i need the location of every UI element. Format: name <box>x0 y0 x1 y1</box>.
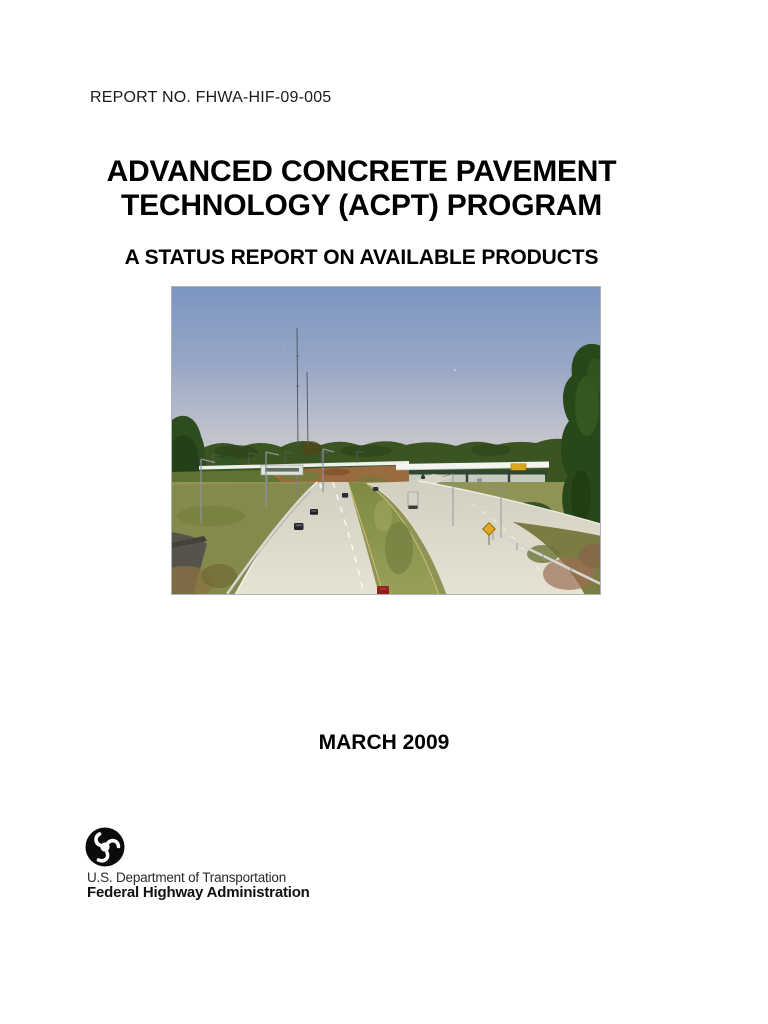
publisher-signature <box>85 827 405 917</box>
us-dot-triskelion-icon <box>85 827 125 867</box>
publication-date: MARCH 2009 <box>318 731 450 754</box>
highway-photo-illustration <box>171 286 601 595</box>
report-title-line1: ADVANCED CONCRETE PAVEMENT <box>106 155 617 188</box>
department-name: U.S. Department of Transportation <box>87 870 286 885</box>
sky <box>171 286 601 458</box>
red-car <box>377 586 389 595</box>
report-number: REPORT NO. FHWA-HIF-09-005 <box>90 89 332 106</box>
cover-photo <box>171 286 601 595</box>
report-title <box>40 155 683 223</box>
administration-name: Federal Highway Administration <box>87 884 310 901</box>
truck <box>408 492 418 509</box>
report-title-line2: TECHNOLOGY (ACPT) PROGRAM <box>120 189 603 222</box>
bridge-yellow-sign <box>511 464 526 471</box>
report-subtitle: A STATUS REPORT ON AVAILABLE PRODUCTS <box>124 246 599 269</box>
